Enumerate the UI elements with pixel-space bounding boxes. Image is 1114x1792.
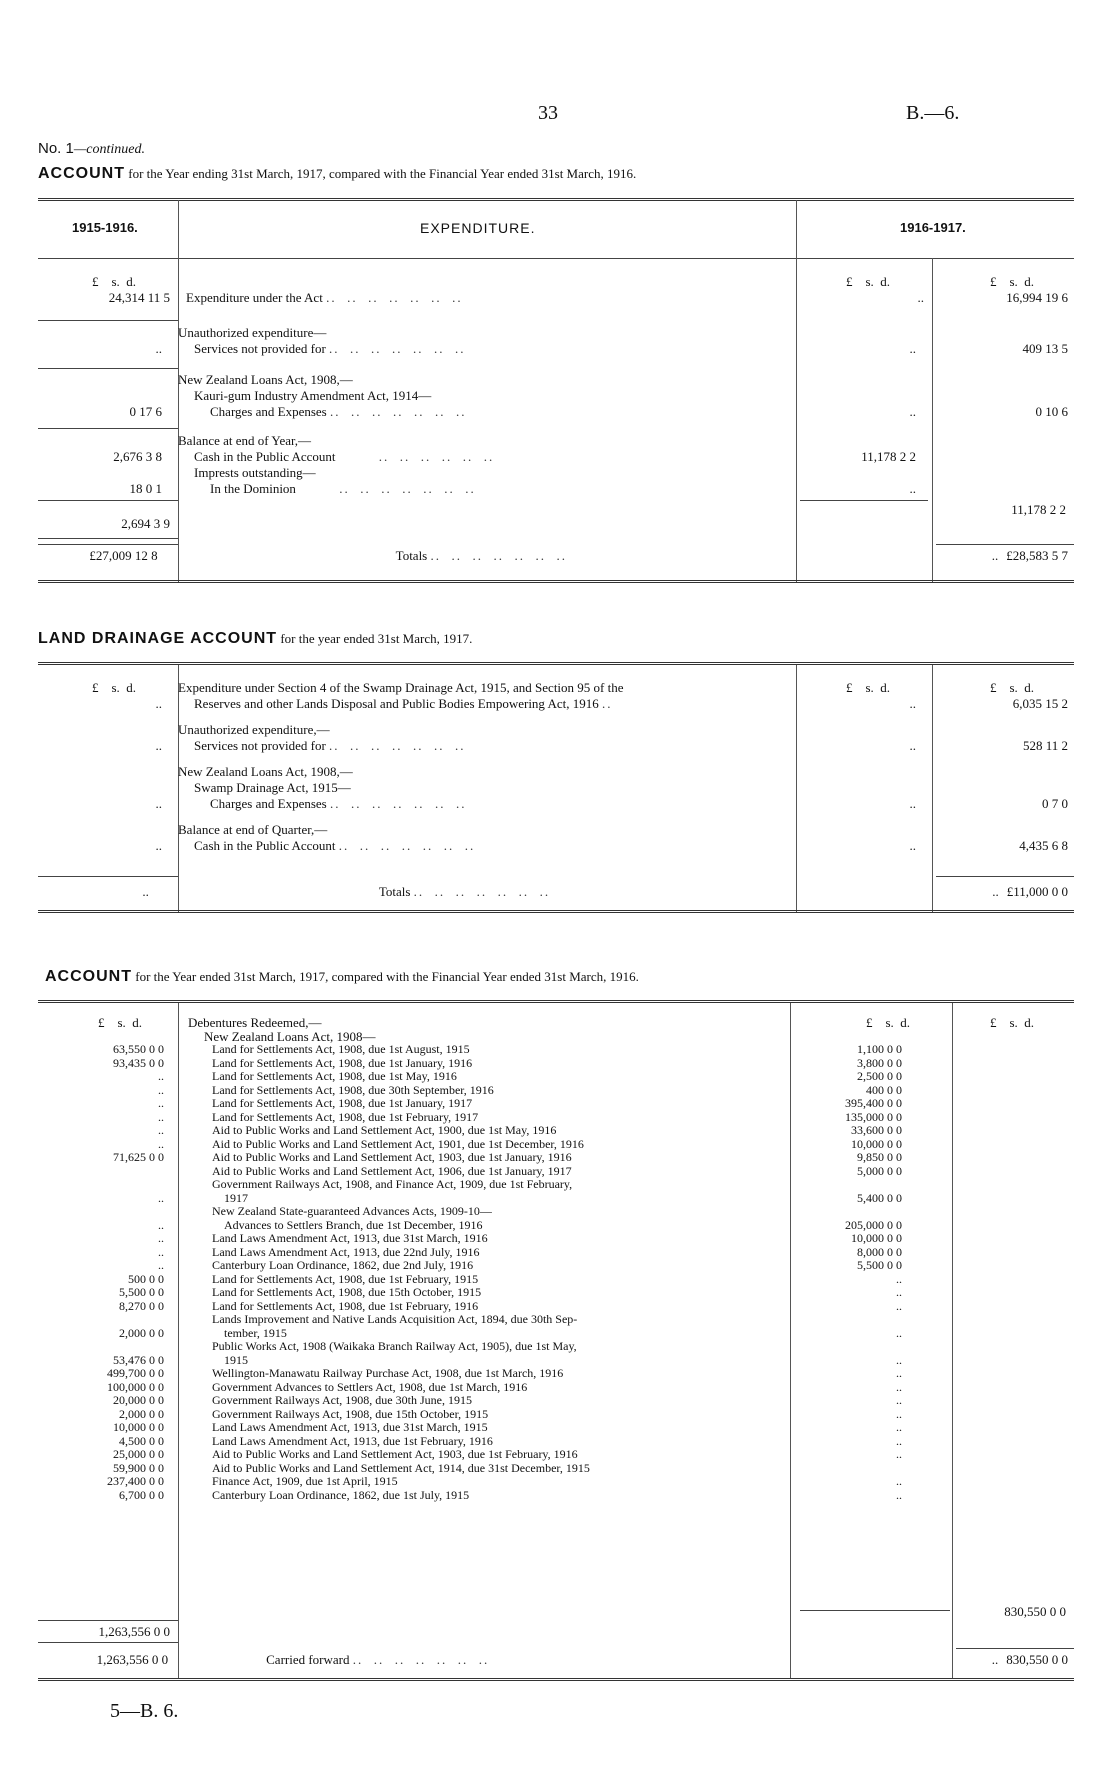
section1-row bbox=[38, 433, 1074, 497]
left-amount: .. bbox=[158, 1082, 164, 1097]
debenture-description: Aid to Public Works and Land Settlement Act, 1901, due 1st December, 1916 bbox=[212, 1137, 584, 1151]
section1-title bbox=[38, 165, 636, 183]
debenture-row bbox=[38, 1462, 1074, 1476]
debenture-description: Land for Settlements Act, 1908, due 1st January, 1916 bbox=[212, 1056, 473, 1070]
mid-amount: 3,800 0 0 bbox=[857, 1055, 902, 1070]
mid-amount: .. bbox=[896, 1379, 902, 1394]
debenture-row bbox=[38, 1057, 1074, 1071]
debenture-description: New Zealand State-guaranteed Advances Acts, 1909-10— bbox=[212, 1205, 492, 1218]
total-right: £11,000 0 0 bbox=[1006, 884, 1068, 899]
mid-amount: .. bbox=[896, 1352, 902, 1367]
mid-amount: 11,178 2 2 bbox=[861, 449, 916, 464]
mid-amount: .. bbox=[909, 838, 916, 853]
row-description: Imprests outstanding— bbox=[194, 465, 316, 480]
section3-subheading: New Zealand Loans Act, 1908— bbox=[204, 1029, 376, 1044]
row-rule bbox=[38, 368, 178, 369]
section1-header-rule bbox=[38, 258, 1074, 259]
debenture-description: Land for Settlements Act, 1908, due 1st February, 1917 bbox=[212, 1110, 479, 1124]
right-amount: 0 10 6 bbox=[1035, 404, 1068, 419]
page-number: 33 bbox=[538, 102, 558, 124]
left-subtotal-underline bbox=[38, 1642, 178, 1643]
debenture-description: Aid to Public Works and Land Settlement Act, 1906, due 1st January, 1917 bbox=[212, 1164, 572, 1178]
mid-amount: 1,100 0 0 bbox=[857, 1042, 902, 1056]
row-description: New Zealand Loans Act, 1908,— bbox=[178, 372, 353, 387]
mid-amount: .. bbox=[896, 1406, 902, 1421]
total-overline-right bbox=[936, 876, 1074, 877]
debenture-description: Land for Settlements Act, 1908, due 1st August, 1915 bbox=[212, 1043, 470, 1056]
debenture-row bbox=[38, 1192, 1074, 1206]
debenture-description: Aid to Public Works and Land Settlement Act, 1903, due 1st January, 1916 bbox=[212, 1151, 572, 1164]
left-amount: 2,676 3 8 bbox=[113, 449, 162, 464]
debenture-row bbox=[38, 1381, 1074, 1395]
debenture-row bbox=[38, 1151, 1074, 1165]
total-overline-right bbox=[936, 544, 1074, 545]
left-amount: .. bbox=[158, 1190, 164, 1205]
left-amount: 500 0 0 bbox=[128, 1271, 164, 1286]
row-description: Balance at end of Quarter,— bbox=[178, 822, 328, 837]
section1-bottom-rule bbox=[38, 580, 1074, 583]
section1-row bbox=[38, 372, 1074, 420]
caption-number: No. 1 bbox=[38, 140, 74, 157]
debenture-row bbox=[38, 1124, 1074, 1138]
row-description: Unauthorized expenditure— bbox=[178, 325, 327, 340]
right-amount bbox=[924, 449, 1074, 465]
mid-amount: .. bbox=[909, 796, 916, 811]
section2-lsd-mid: £ s. d. bbox=[846, 680, 891, 695]
row-rule bbox=[38, 320, 178, 321]
left-amount: 237,400 0 0 bbox=[107, 1474, 164, 1488]
total-overline-left bbox=[38, 544, 178, 545]
debenture-row bbox=[38, 1165, 1074, 1179]
total-left: £27,009 12 8 bbox=[89, 548, 158, 563]
carried-mid: .. bbox=[991, 1652, 999, 1667]
carried-label: Carried forward .. .. .. .. .. .. .. bbox=[266, 1652, 490, 1667]
debenture-description: Wellington-Manawatu Railway Purchase Act, 1908, due 1st March, 1916 bbox=[212, 1367, 564, 1380]
debenture-row bbox=[38, 1178, 1074, 1192]
debenture-description: Land for Settlements Act, 1908, due 1st February, 1916 bbox=[212, 1299, 479, 1313]
right-subtotal: 830,550 0 0 bbox=[1004, 1604, 1066, 1619]
debenture-description: Finance Act, 1909, due 1st April, 1915 bbox=[212, 1475, 398, 1488]
footer-reference: 5—B. 6. bbox=[110, 1700, 179, 1722]
left-amount bbox=[38, 1178, 172, 1192]
mid-amount: .. bbox=[909, 696, 916, 711]
row-description-line: Swamp Drainage Act, 1915— bbox=[194, 780, 351, 795]
total-overline-left bbox=[38, 876, 178, 877]
row-rule bbox=[38, 500, 178, 501]
section2-lsd-left: £ s. d. bbox=[92, 680, 137, 695]
debenture-description: Aid to Public Works and Land Settlement Act, 1900, due 1st May, 1916 bbox=[212, 1124, 557, 1137]
debenture-description: Land Laws Amendment Act, 1913, due 31st March, 1916 bbox=[212, 1232, 488, 1245]
left-amount bbox=[38, 1340, 172, 1354]
mid-amount: 5,400 0 0 bbox=[857, 1190, 902, 1205]
section2-title bbox=[38, 630, 472, 648]
right-amount: 6,035 15 2 bbox=[1012, 696, 1068, 711]
mid-amount: .. bbox=[896, 1447, 902, 1461]
left-amount: 24,314 11 5 bbox=[108, 290, 170, 305]
mid-amount: 5,500 0 0 bbox=[857, 1258, 902, 1272]
left-amount: 6,700 0 0 bbox=[119, 1487, 164, 1502]
mid-amount: .. bbox=[909, 481, 916, 496]
debenture-description: Land for Settlements Act, 1908, due 30th September, 1916 bbox=[212, 1083, 494, 1097]
totals-label: Totals .. .. .. .. .. .. .. bbox=[395, 548, 567, 563]
section1-divider-c bbox=[932, 258, 933, 582]
left-amount: .. bbox=[155, 838, 162, 853]
right-subtotal-rule bbox=[800, 1610, 950, 1611]
left-subtotal-rule bbox=[38, 1620, 178, 1621]
mid-amount: 395,400 0 0 bbox=[845, 1096, 902, 1110]
row-description-line: Services not provided for .. .. .. .. .. .. .. bbox=[194, 341, 466, 356]
left-amount: 63,550 0 0 bbox=[113, 1042, 164, 1056]
right-amount: 528 11 2 bbox=[1022, 738, 1068, 753]
left-amount: .. bbox=[158, 1069, 164, 1083]
left-amount: .. bbox=[158, 1217, 164, 1232]
debenture-row bbox=[38, 1340, 1074, 1354]
debenture-row bbox=[38, 1246, 1074, 1260]
debenture-row bbox=[38, 1219, 1074, 1233]
debenture-description: Aid to Public Works and Land Settlement Act, 1914, due 31st December, 1915 bbox=[212, 1461, 590, 1475]
left-amount: 93,435 0 0 bbox=[113, 1055, 164, 1070]
section3-title bbox=[45, 968, 639, 986]
debenture-description: Land for Settlements Act, 1908, due 1st January, 1917 bbox=[212, 1097, 473, 1110]
debenture-row bbox=[38, 1313, 1074, 1327]
mid-amount: .. bbox=[896, 1393, 902, 1407]
row-description-line: Charges and Expenses .. .. .. .. .. .. .. bbox=[210, 796, 467, 811]
mid-amount: 205,000 0 0 bbox=[845, 1217, 902, 1232]
row-description-line: Services not provided for .. .. .. .. .. .. .. bbox=[194, 738, 466, 753]
section3-lsd-left: £ s. d. bbox=[98, 1015, 143, 1030]
right-amount: 4,435 6 8 bbox=[1019, 838, 1068, 853]
left-amount: 18 0 1 bbox=[129, 481, 162, 496]
carried-forward-row bbox=[38, 1652, 1074, 1668]
section2-rows bbox=[38, 680, 1074, 854]
mid-amount bbox=[788, 1313, 936, 1327]
debenture-description: Land for Settlements Act, 1908, due 1st February, 1915 bbox=[212, 1272, 479, 1286]
section1-title-rest: for the Year ending 31st March, 1917, compared with the Financial Year ended 31st March, 1916. bbox=[125, 166, 637, 181]
debenture-row bbox=[38, 1475, 1074, 1489]
section1-row bbox=[38, 325, 1074, 357]
carried-overline-right bbox=[956, 1648, 1074, 1649]
debenture-description: Land for Settlements Act, 1908, due 1st May, 1916 bbox=[212, 1070, 457, 1083]
section1-col-right-header: 1916-1917. bbox=[900, 220, 966, 235]
section3-lsd-right: £ s. d. bbox=[990, 1015, 1035, 1030]
row-description-line: Reserves and other Lands Disposal and Public Bodies Empowering Act, 1916 .. bbox=[194, 696, 613, 711]
left-amount: 2,000 0 0 bbox=[119, 1325, 164, 1340]
row-description-line: Cash in the Public Account .. .. .. .. .. .. bbox=[194, 449, 495, 464]
left-amount: 53,476 0 0 bbox=[113, 1352, 164, 1367]
mid-amount: .. bbox=[896, 1474, 902, 1488]
debenture-description: 1917 bbox=[224, 1191, 248, 1205]
mid-amount: 2,500 0 0 bbox=[857, 1069, 902, 1083]
debenture-row bbox=[38, 1354, 1074, 1368]
row-description-line: Kauri-gum Industry Amendment Act, 1914— bbox=[194, 388, 432, 403]
left-amount: .. bbox=[155, 738, 162, 753]
section3-lsd-mid: £ s. d. bbox=[866, 1015, 911, 1030]
section1-caption bbox=[38, 140, 145, 158]
left-amount: 25,000 0 0 bbox=[113, 1447, 164, 1461]
right-amount: 409 13 5 bbox=[1022, 341, 1068, 356]
debenture-description: Public Works Act, 1908 (Waikaka Branch Railway Act, 1905), due 1st May, bbox=[212, 1340, 577, 1353]
section1-lsd-right: £ s. d. bbox=[990, 274, 1035, 289]
left-amount: .. bbox=[158, 1109, 164, 1124]
left-amount: .. bbox=[155, 696, 162, 711]
left-amount: .. bbox=[155, 796, 162, 811]
section2-top-rule bbox=[38, 662, 1074, 665]
debenture-row bbox=[38, 1286, 1074, 1300]
total-right: £28,583 5 7 bbox=[1006, 548, 1068, 563]
debenture-description: Canterbury Loan Ordinance, 1862, due 1st July, 1915 bbox=[212, 1488, 470, 1502]
debenture-row bbox=[38, 1394, 1074, 1408]
left-amount: 2,000 0 0 bbox=[119, 1406, 164, 1421]
section2-title-bold: LAND DRAINAGE ACCOUNT bbox=[38, 630, 278, 647]
mid-amount: 10,000 0 0 bbox=[851, 1136, 902, 1151]
row-description: Unauthorized expenditure,— bbox=[178, 722, 330, 737]
debenture-description: 1915 bbox=[224, 1353, 248, 1367]
mid-amount: .. bbox=[917, 290, 924, 305]
mid-amount: 9,850 0 0 bbox=[857, 1150, 902, 1164]
section1-title-bold: ACCOUNT bbox=[38, 165, 125, 182]
debenture-description: Government Advances to Settlers Act, 1908, due 1st March, 1916 bbox=[212, 1380, 528, 1394]
left-amount: .. bbox=[155, 341, 162, 356]
totals-label: Totals .. .. .. .. .. .. .. bbox=[378, 884, 551, 899]
left-amount bbox=[38, 1165, 172, 1179]
total-left: .. bbox=[142, 884, 149, 899]
debenture-row bbox=[38, 1232, 1074, 1246]
debenture-row bbox=[38, 1327, 1074, 1341]
debenture-description: Land Laws Amendment Act, 1913, due 31st March, 1915 bbox=[212, 1421, 488, 1434]
row-description: Expenditure under Section 4 of the Swamp Drainage Act, 1915, and Section 95 of the bbox=[178, 680, 624, 695]
section2-title-rest: for the year ended 31st March, 1917. bbox=[277, 631, 473, 646]
debenture-description: Land Laws Amendment Act, 1913, due 1st February, 1916 bbox=[212, 1434, 493, 1448]
debenture-row bbox=[38, 1084, 1074, 1098]
left-subtotal: 1,263,556 0 0 bbox=[98, 1624, 170, 1639]
mid-amount bbox=[788, 1178, 936, 1192]
section3-heading: Debentures Redeemed,— bbox=[188, 1015, 322, 1030]
total-mid: .. bbox=[991, 548, 999, 563]
debenture-row bbox=[38, 1408, 1074, 1422]
carried-left: 1,263,556 0 0 bbox=[96, 1652, 169, 1667]
row-description: Balance at end of Year,— bbox=[178, 433, 312, 448]
debenture-row bbox=[38, 1070, 1074, 1084]
debenture-row bbox=[38, 1300, 1074, 1314]
mid-amount: 5,000 0 0 bbox=[857, 1163, 902, 1178]
debenture-description: Government Railways Act, 1908, and Finance Act, 1909, due 1st February, bbox=[212, 1178, 573, 1191]
section3-top-rule bbox=[38, 1000, 1074, 1003]
mid-amount bbox=[788, 1340, 936, 1354]
mid-amount: .. bbox=[896, 1285, 902, 1299]
row-rule bbox=[38, 538, 178, 539]
debenture-row bbox=[38, 1259, 1074, 1273]
row-description-line: Charges and Expenses .. .. .. .. .. .. .. bbox=[210, 404, 467, 419]
mid-amount: 33,600 0 0 bbox=[851, 1123, 902, 1137]
section1-lsd-mid: £ s. d. bbox=[846, 274, 891, 289]
debenture-row bbox=[38, 1435, 1074, 1449]
debenture-description: Government Railways Act, 1908, due 30th June, 1915 bbox=[212, 1394, 472, 1407]
mid-amount: .. bbox=[896, 1420, 902, 1434]
debenture-description: tember, 1915 bbox=[224, 1326, 287, 1340]
left-amount: 4,500 0 0 bbox=[119, 1433, 164, 1448]
mid-amount: .. bbox=[896, 1325, 902, 1340]
left-amount: 59,900 0 0 bbox=[113, 1460, 164, 1475]
debenture-row bbox=[38, 1421, 1074, 1435]
right-amount: 11,178 2 2 bbox=[1011, 502, 1066, 517]
mid-amount: .. bbox=[896, 1487, 902, 1502]
row-rule bbox=[38, 428, 178, 429]
section3-bottom-rule bbox=[38, 1678, 1074, 1681]
section1-top-rule bbox=[38, 198, 1074, 201]
left-amount: .. bbox=[158, 1258, 164, 1272]
mid-amount: 135,000 0 0 bbox=[845, 1109, 902, 1124]
left-amount: .. bbox=[158, 1136, 164, 1151]
left-amount: .. bbox=[158, 1244, 164, 1259]
mid-amount: 8,000 0 0 bbox=[857, 1244, 902, 1259]
mid-amount bbox=[788, 1205, 936, 1219]
section1-col-mid-header: EXPENDITURE. bbox=[420, 220, 536, 236]
debenture-description: Advances to Settlers Branch, due 1st December, 1916 bbox=[224, 1218, 483, 1232]
document-reference: B.—6. bbox=[906, 102, 960, 124]
section1-totals-row bbox=[38, 548, 1074, 564]
debenture-description: Land Laws Amendment Act, 1913, due 22nd July, 1916 bbox=[212, 1245, 480, 1259]
section3-title-rest: for the Year ended 31st March, 1917, compared with the Financial Year ended 31st March, 1916. bbox=[132, 969, 639, 984]
carried-right: 830,550 0 0 bbox=[1006, 1652, 1068, 1667]
debenture-row bbox=[38, 1205, 1074, 1219]
debenture-row bbox=[38, 1097, 1074, 1111]
row-description: New Zealand Loans Act, 1908,— bbox=[178, 764, 353, 779]
debenture-row bbox=[38, 1448, 1074, 1462]
mid-amount bbox=[788, 1462, 936, 1476]
section1-row bbox=[38, 290, 1074, 306]
section2-lsd-right: £ s. d. bbox=[990, 680, 1035, 695]
caption-continued: —continued. bbox=[73, 142, 146, 157]
total-mid: .. bbox=[992, 884, 999, 899]
mid-amount: .. bbox=[909, 738, 916, 753]
debenture-row bbox=[38, 1043, 1074, 1057]
mid-amount: .. bbox=[909, 341, 916, 356]
row-description-line: In the Dominion .. .. .. .. .. .. .. bbox=[210, 481, 476, 496]
left-amount: 0 17 6 bbox=[129, 404, 162, 419]
row-description: Expenditure under the Act .. .. .. .. .. .. .. bbox=[186, 290, 463, 305]
debenture-row bbox=[38, 1138, 1074, 1152]
section1-col-left-header: 1915-1916. bbox=[72, 220, 138, 235]
debenture-row bbox=[38, 1111, 1074, 1125]
section1-lsd-left: £ s. d. bbox=[92, 274, 137, 289]
left-amount: 71,625 0 0 bbox=[113, 1150, 164, 1164]
mid-amount: .. bbox=[896, 1366, 902, 1380]
mid-amount: 400 0 0 bbox=[866, 1082, 902, 1097]
mid-amount: .. bbox=[896, 1433, 902, 1448]
right-amount: 16,994 19 6 bbox=[1006, 290, 1068, 305]
row-description-line: Cash in the Public Account .. .. .. .. .. .. .. bbox=[194, 838, 476, 853]
left-amount: .. bbox=[158, 1123, 164, 1137]
debenture-row bbox=[38, 1273, 1074, 1287]
debenture-description: Canterbury Loan Ordinance, 1862, due 2nd July, 1916 bbox=[212, 1259, 474, 1272]
left-amount: 499,700 0 0 bbox=[107, 1366, 164, 1380]
left-amount: 100,000 0 0 bbox=[107, 1379, 164, 1394]
debenture-row bbox=[38, 1489, 1074, 1503]
debenture-description: Aid to Public Works and Land Settlement Act, 1903, due 1st February, 1916 bbox=[212, 1448, 578, 1461]
debenture-row bbox=[38, 1367, 1074, 1381]
left-amount: .. bbox=[158, 1231, 164, 1245]
debentures-list bbox=[38, 1043, 1074, 1502]
left-amount: 5,500 0 0 bbox=[119, 1285, 164, 1299]
left-amount: 10,000 0 0 bbox=[113, 1420, 164, 1434]
left-amount: .. bbox=[158, 1096, 164, 1110]
section2-totals-row bbox=[38, 884, 1074, 900]
mid-amount: .. bbox=[909, 404, 916, 419]
left-amount bbox=[38, 1205, 172, 1219]
left-amount: 8,270 0 0 bbox=[119, 1298, 164, 1313]
left-subtotal: 2,694 3 9 bbox=[121, 516, 170, 531]
debenture-description: Government Railways Act, 1908, due 15th October, 1915 bbox=[212, 1407, 489, 1421]
section3-title-bold: ACCOUNT bbox=[45, 968, 132, 985]
mid-subtotal-rule bbox=[800, 500, 928, 501]
mid-amount: 10,000 0 0 bbox=[851, 1231, 902, 1245]
debenture-description: Lands Improvement and Native Lands Acquisition Act, 1894, due 30th Sep- bbox=[212, 1313, 578, 1326]
left-amount bbox=[38, 1313, 172, 1327]
mid-amount: .. bbox=[896, 1298, 902, 1313]
right-amount: 0 7 0 bbox=[1042, 796, 1068, 811]
mid-amount: .. bbox=[896, 1271, 902, 1286]
debenture-description: Land for Settlements Act, 1908, due 15th October, 1915 bbox=[212, 1286, 482, 1299]
section2-bottom-rule bbox=[38, 910, 1074, 913]
left-amount: 20,000 0 0 bbox=[113, 1393, 164, 1407]
